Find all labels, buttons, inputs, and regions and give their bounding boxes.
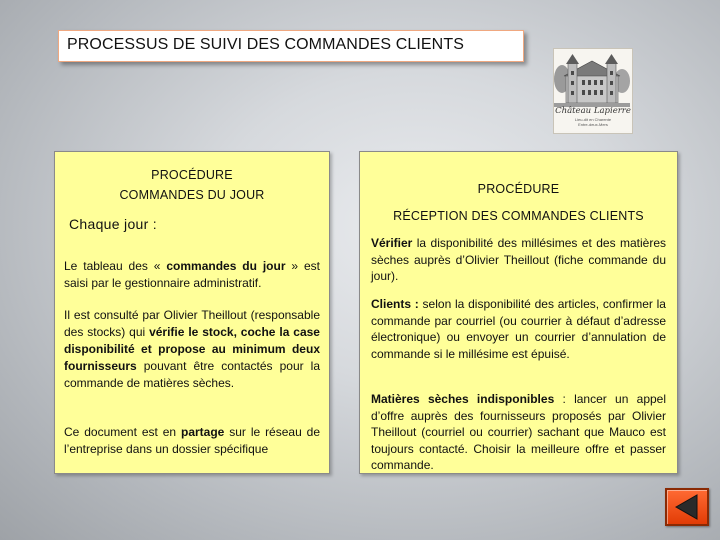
right-panel-paragraph-2 <box>371 296 666 362</box>
left-panel-title-line1: PROCÉDURE <box>151 168 233 182</box>
back-button[interactable] <box>665 488 709 526</box>
text-run-bold: Vérifier <box>371 236 413 250</box>
back-arrow-icon <box>667 490 707 524</box>
left-panel-paragraph-1 <box>64 258 320 292</box>
right-panel-paragraph-1 <box>371 235 666 285</box>
left-panel-title-line2: COMMANDES DU JOUR <box>119 188 265 202</box>
text-run: Le tableau des « <box>64 259 167 273</box>
logo-text: Château Lapierre <box>555 106 631 116</box>
left-panel-paragraph-2 <box>64 307 320 392</box>
text-run: Il est consulté par Olivier Theillout (responsable des stocks) qui <box>64 308 320 339</box>
text-run-bold: Clients : <box>371 297 419 311</box>
text-run: Ce document est en <box>64 425 181 439</box>
left-panel-heading: Chaque jour : <box>69 216 157 232</box>
right-panel-paragraph-3 <box>371 391 666 474</box>
text-run: selon la disponibilité des articles, confirmer la commande par courriel (ou courrier à défaut d’adresse électronique) ou envoyer un courrier d’annulation de commande si le millésime est épuisé. <box>371 297 666 361</box>
text-run-bold: vérifie le stock, coche la case disponibilité et propose au minimum deux fournisseurs <box>64 325 320 373</box>
right-panel-title-line1: PROCÉDURE <box>477 182 560 196</box>
text-run-bold: commandes du jour <box>166 259 286 273</box>
text-run-bold: Matières sèches indisponibles <box>371 392 555 406</box>
chateau-logo <box>553 48 633 134</box>
text-run: » est saisi par le gestionnaire administratif. <box>64 259 320 290</box>
text-run-bold: partage <box>181 425 225 439</box>
panel-commandes-du-jour <box>54 151 330 474</box>
text-run: sur le réseau de l’entreprise dans un dossier spécifique <box>64 425 321 456</box>
slide-title-text: PROCESSUS DE SUIVI DES COMMANDES CLIENTS <box>67 36 464 53</box>
text-run: : lancer un appel d’offre auprès des fournisseurs proposés par Olivier Theillout (courriel ou courrier) sachant que Mauco est toujours contacté. Choisir la meilleure offre et passer commande. <box>371 392 666 472</box>
text-run: pouvant être contactés pour la commande de matières sèches. <box>64 359 320 390</box>
logo-subtext-2: Entre-deux-Mers <box>578 122 608 127</box>
text-run: la disponibilité des millésimes et des matières sèches auprès d’Olivier Theillout (fiche commande du jour). <box>371 236 666 283</box>
panel-reception-commandes <box>359 151 678 474</box>
right-panel-title-line2: RÉCEPTION DES COMMANDES CLIENTS <box>393 209 644 223</box>
logo-subtext-1: Lieu-dit en Charente <box>574 117 612 122</box>
left-panel-paragraph-3 <box>64 424 320 458</box>
slide-title <box>58 30 524 62</box>
